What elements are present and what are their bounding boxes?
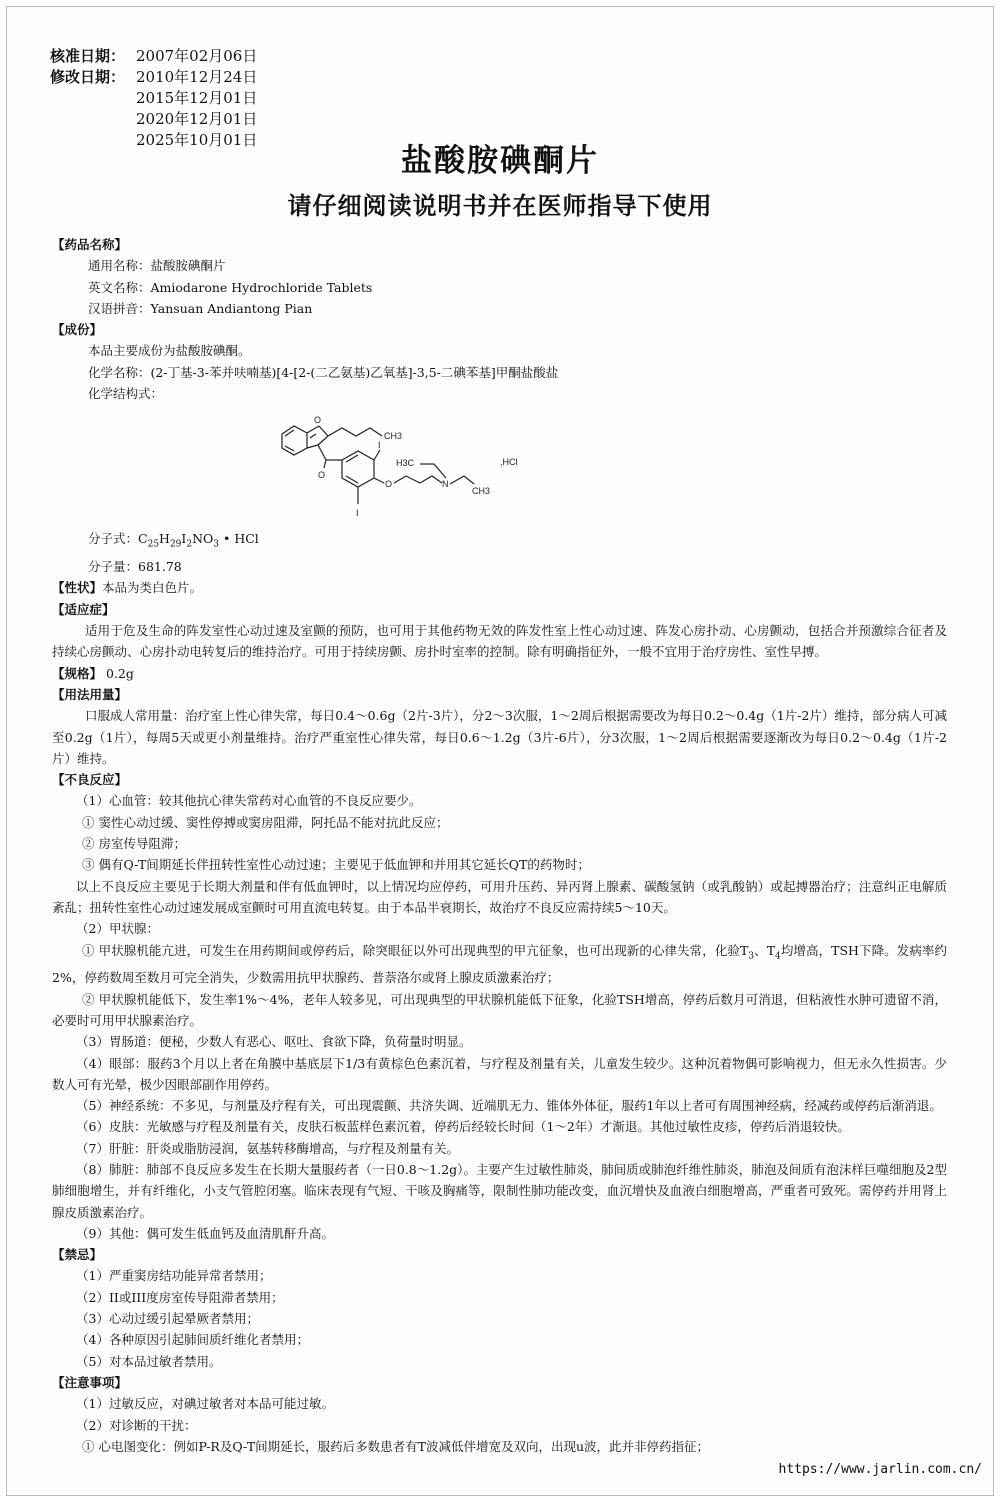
contraindication-item: （3）心动过缓引起晕厥者禁用； xyxy=(76,1311,259,1327)
indications-text: 适用于危及生命的阵发室性心动过速及室颤的预防，也可用于其他药物无效的阵发性室上性心动过速、阵发心房扑动、心房颤动，包括合并预激综合征者及持续心房颤动、心房扑动电转复后的维持治疗。可用于持续房颤、房扑时室率的控制。除有明确指征外，一般不宜用于治疗房性、室性早搏。 xyxy=(52,623,947,660)
section-heading-composition: 【成份】 xyxy=(52,322,103,338)
iodine-label-bottom: I xyxy=(356,508,359,519)
specification-line xyxy=(52,663,947,684)
document-body xyxy=(52,234,947,1457)
composition-main: 本品主要成份为盐酸胺碘酮。 xyxy=(88,343,251,359)
precaution-item: （1）过敏反应，对碘过敏者对本品可能过敏。 xyxy=(76,1396,334,1412)
molecular-weight: 分子量：681.78 xyxy=(88,559,182,575)
section-heading-precautions: 【注意事项】 xyxy=(52,1374,128,1390)
document-subtitle: 请仔细阅读说明书并在医师指导下使用 xyxy=(287,191,713,220)
contraindication-item: （1）严重窦房结功能异常者禁用； xyxy=(76,1268,272,1284)
adverse-liver: （7）肝脏：肝炎或脂肪浸润，氨基转移酶增高，与疗程及剂量有关。 xyxy=(76,1140,459,1156)
revision-date: 2020年12月01日 xyxy=(136,110,258,128)
adverse-cardio-item: ① 窦性心动过缓、窦性停搏或窦房阻滞，阿托品不能对抗此反应； xyxy=(82,814,449,830)
adverse-thyroid: （2）甲状腺： xyxy=(76,921,159,937)
footer-url: https://www.jarlin.com.cn/ xyxy=(778,1462,982,1477)
contraindication-item: （4）各种原因引起肺间质纤维化者禁用； xyxy=(76,1332,309,1348)
adverse-eye: （4）眼部：服药3个月以上者在角膜中基底层下1/3有黄棕色色素沉着，与疗程及剂量有关，儿童发生较少。这种沉着物偶可影响视力，但无永久性损害。少数人可有光晕，极少因眼部副作用停药。 xyxy=(52,1055,947,1092)
section-heading-dosage: 【用法用量】 xyxy=(52,686,128,702)
document-title: 盐酸胺碘酮片 xyxy=(401,143,599,179)
chemical-structure-diagram xyxy=(274,408,574,532)
revision-date: 2010年12月24日 xyxy=(136,68,258,86)
adverse-thyroid-item: ① 甲状腺机能亢进，可发生在用药期间或停药后，除突眼征以外可出现典型的甲亢征象，也可出现新的心律失常，化验$T_3$、$T_4$均增高，TSH下降。发病率约2%，停药数周至数月可完全消失，少数需用抗甲状腺药、普萘洛尔或肾上腺皮质激素治疗； xyxy=(52,942,947,986)
properties-text: 本品为类白色片。 xyxy=(102,580,203,596)
revision-date: 2025年10月01日 xyxy=(136,131,258,149)
approval-date-label: 核准日期： xyxy=(50,47,126,65)
furan-oxygen-label: O xyxy=(314,415,322,426)
h3c-label: H3C xyxy=(396,458,415,469)
section-heading-indications: 【适应症】 xyxy=(52,601,115,617)
contraindication-item: （2）II或III度房室传导阻滞者禁用； xyxy=(76,1289,284,1305)
adverse-lung: （8）肺脏：肺部不良反应多发生在长期大量服药者（一日0.8～1.2g）。主要产生过敏性肺炎，肺间质或肺泡纤维性肺炎，肺泡及间质有泡沫样巨噬细胞及2型肺细胞增生，并有纤维化，小支气管腔闭塞。临床表现有气短、干咳及胸痛等，限制性肺功能改变，血沉增快及血液白细胞增高，严重者可致死。需停药并用肾上腺皮质激素治疗。 xyxy=(52,1161,947,1220)
revision-date: 2015年12月01日 xyxy=(136,89,258,107)
adverse-gi: （3）胃肠道：便秘，少数人有恶心、呕吐、食欲下降，负荷量时明显。 xyxy=(76,1034,472,1050)
adverse-skin: （6）皮肤：光敏感与疗程及剂量有关，皮肤石板蓝样色素沉着，停药后经较长时间（1～2年）才渐退。其他过敏性皮疹，停药后消退较快。 xyxy=(76,1119,850,1135)
adverse-thyroid-item: ② 甲状腺机能低下，发生率1%～4%，老年人较多见，可出现典型的甲状腺机能低下征象，化验TSH增高，停药后数月可消退，但粘液性水肿可遗留不消，必要时可用甲状腺素治疗。 xyxy=(52,991,947,1028)
properties-line xyxy=(52,577,947,598)
adverse-neuro: （5）神经系统：不多见，与剂量及疗程有关，可出现震颤、共济失调、近端肌无力、锥体外体征，服药1年以上者可有周围神经病，经减药或停药后渐消退。 xyxy=(76,1098,942,1114)
adverse-cardio-item: ③ 偶有Q-T间期延长伴扭转性室性心动过速；主要见于低血钾和并用其它延长QT的药物时； xyxy=(82,857,590,873)
specification-text: 0.2g xyxy=(106,665,134,681)
nitrogen-label: N xyxy=(442,479,449,490)
structure-label: 化学结构式： xyxy=(88,386,164,402)
ether-oxygen-label: O xyxy=(385,479,393,490)
section-heading-properties: 【性状】 xyxy=(52,580,103,596)
pinyin-name: 汉语拼音：Yansuan Andiantong Pian xyxy=(88,300,313,316)
section-heading-contraindications: 【禁忌】 xyxy=(52,1247,103,1263)
english-name: 英文名称：Amiodarone Hydrochloride Tablets xyxy=(88,279,373,295)
section-heading-adverse-reactions: 【不良反应】 xyxy=(52,772,128,788)
precaution-item: （2）对诊断的干扰： xyxy=(76,1417,197,1433)
carbonyl-oxygen-label: O xyxy=(318,470,326,481)
molecular-formula: 分子式：$C_{25}H_{29}I_2NO_3$ • HCl xyxy=(88,531,259,550)
section-heading-specification: 【规格】 xyxy=(52,665,103,681)
precaution-item: ① 心电图变化：例如P-R及Q-T间期延长，服药后多数患者有T波减低伴增宽及双向，出现u波，此并非停药指征； xyxy=(82,1438,710,1454)
revision-date-label: 修改日期： xyxy=(50,68,126,86)
contraindication-item: （5）对本品过敏者禁用。 xyxy=(76,1353,222,1369)
dosage-text: 口服成人常用量：治疗室上性心律失常，每日0.4～0.6g（2片-3片），分2～3次服，1～2周后根据需要改为每日0.2～0.4g（1片-2片）维持，部分病人可减至0.2g（1片），每周5天或更小剂量维持。治疗严重室性心律失常，每日0.6～1.2g（3片-6片），分3次服，1～2周后根据需要逐渐改为每日0.2～0.4g（1片-2片）维持。 xyxy=(52,708,947,766)
hcl-label: ,HCl xyxy=(500,457,518,468)
iodine-label-top: I xyxy=(378,440,381,451)
ch3-label: CH3 xyxy=(384,431,403,442)
adverse-other: （9）其他：偶可发生低血钙及血清肌酐升高。 xyxy=(76,1225,334,1241)
adverse-cardio-note: 以上不良反应主要见于长期大剂量和伴有低血钾时，以上情况均应停药，可用升压药、异丙肾上腺素、碳酸氢钠（或乳酸钠）或起搏器治疗；注意纠正电解质紊乱；扭转性室性心动过速发展成室颤时可用直流电转复。由于本品半衰期长，故治疗不良反应需持续5～10天。 xyxy=(52,878,947,915)
ch3-ethyl-label: CH3 xyxy=(472,486,491,497)
section-heading-drug-name: 【药品名称】 xyxy=(52,237,128,252)
chemical-name: 化学名称：(2-丁基-3-苯并呋喃基)[4-[2-(二乙氨基)乙氧基]-3,5-二碘苯基]甲酮盐酸盐 xyxy=(88,364,559,380)
approval-date: 2007年02月06日 xyxy=(136,47,258,65)
chemical-structure xyxy=(52,404,947,528)
adverse-cardio: （1）心血管：较其他抗心律失常药对心血管的不良反应要少。 xyxy=(76,793,422,809)
adverse-cardio-item: ② 房室传导阻滞； xyxy=(82,836,186,852)
generic-name: 通用名称：盐酸胺碘酮片 xyxy=(88,258,226,274)
